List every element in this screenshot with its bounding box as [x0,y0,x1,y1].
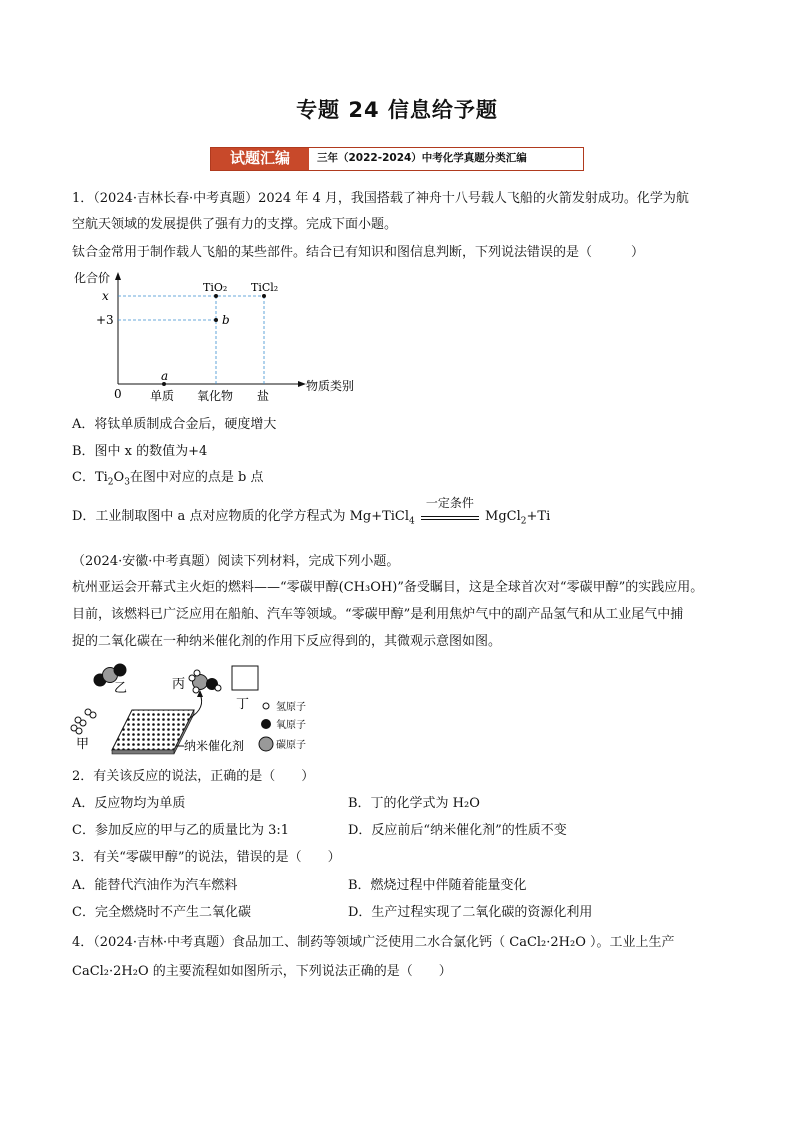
q1-option-d: D．工业制取图中 a 点对应物质的化学方程式为 Mg+TiCl$_4$ 一定条件 MgCl$_2$+Ti [72,506,550,533]
q1-option-a: A．将钛单质制成合金后，硬度增大 [72,417,277,432]
banner-text: 三年（2022-2024）中考化学真题分类汇编 [317,152,527,164]
q2-option-b: B．丁的化学式为 H₂O [348,796,480,811]
x-axis-arrow [298,381,306,387]
point-ticl2-label: TiCl₂ [251,281,279,294]
legend-carbon-swatch [259,737,273,751]
point-b [214,318,218,322]
point-ticl2 [262,294,266,298]
q3-option-d: D．生产过程实现了二氧化碳的资源化利用 [348,905,593,920]
bing-h4 [215,685,221,691]
point-a-label: a [161,369,169,383]
q2-option-c: C．参加反应的甲与乙的质量比为 3:1 [72,823,290,838]
x-tick-oxide: 氧化物 [197,389,234,403]
jia-h2 [80,720,86,726]
passage-source: （2024·安徽·中考真题）阅读下列材料，完成下列小题。 [72,554,400,569]
catalyst-plate [112,710,194,750]
bing-h1 [189,675,195,681]
y-axis-arrow [115,272,121,280]
q4-line2: CaCl₂·2H₂O 的主要流程如如图所示，下列说法正确的是（ ） [72,964,452,979]
legend-carbon: 碳原子 [276,740,306,751]
label-jia: 甲 [76,737,90,752]
point-b-label: b [222,313,230,327]
label-bing: 丙 [172,677,186,692]
banner-tag: 试题汇编 [211,148,309,170]
legend-oxygen-swatch [261,719,271,729]
yi-oxygen-2 [114,664,126,676]
jia-h4 [90,712,96,718]
q1-sub-stem: 钛合金常用于制作载人飞船的某些部件。结合已有知识和图信息判断，下列说法错误的是（ ） [72,245,645,260]
reaction-condition: 一定条件 [425,496,474,510]
q1-option-c: C．$Ti_2O_3$在图中对应的点是 b 点 [72,470,264,488]
page-title: 专题 24 信息给予题 [296,98,498,122]
reaction-diagram [66,662,326,762]
q4-line1: 4．（2024·吉林·中考真题）食品加工、制药等领域广泛使用二水合氯化钙（ CaCl₂·2H₂O ）。工业上生产 [72,935,675,950]
legend-hydrogen: 氢原子 [276,702,306,713]
label-catalyst: 纳米催化剂 [184,739,245,753]
catalyst-front [112,750,174,754]
passage-line1: 杭州亚运会开幕式主火炬的燃料——“零碳甲醇(CH₃OH)”备受瞩目，这是全球首次对“零碳甲醇”的实践应用。 [72,580,704,595]
x-tick-elemental: 单质 [150,389,175,403]
bing-h2 [194,670,200,676]
jia-h6 [76,728,82,734]
passage-line3: 捉的二氧化碳在一种纳米催化剂的作用下反应得到的，其微观示意图如图。 [72,634,502,649]
q3-option-a: A．能替代汽油作为汽车燃料 [72,878,238,893]
q1-stem-line2: 空航天领域的发展提供了强有力的支撑。完成下面小题。 [72,217,398,232]
y-tick-plus3: +3 [96,313,114,327]
q3-stem: 3．有关“零碳甲醇”的说法，错误的是（ ） [72,850,341,865]
q1-stem-line1: 1．（2024·吉林长春·中考真题）2024 年 4 月，我国搭载了神舟十八号载人飞船的火箭发射成功。化学为航 [72,191,689,206]
valence-chart [70,268,370,408]
q2-option-d: D．反应前后“纳米催化剂”的性质不变 [348,823,567,838]
section-banner [210,147,584,171]
point-tio2 [214,294,218,298]
x-tick-salt: 盐 [257,389,270,403]
point-tio2-label: TiO₂ [203,281,228,294]
origin-label: 0 [114,387,122,401]
q1-option-b: B．图中 x 的数值为+4 [72,444,208,459]
ding-box [232,666,258,690]
q3-option-c: C．完全燃烧时不产生二氧化碳 [72,905,251,920]
bing-h3 [193,687,199,693]
x-axis-label: 物质类别 [306,379,355,393]
q2-option-a: A．反应物均为单质 [72,796,186,811]
q3-option-b: B．燃烧过程中伴随着能量变化 [348,878,527,893]
passage-line2: 目前，该燃料已广泛应用在船舶、汽车等领域。“零碳甲醇”是利用焦炉气中的副产品氢气和从工业尾气中捕 [72,607,684,622]
label-yi: 乙 [114,681,128,696]
label-ding: 丁 [236,697,250,712]
legend-hydrogen-swatch [263,703,269,709]
q2-stem: 2．有关该反应的说法，正确的是（ ） [72,769,315,784]
y-tick-x: x [102,289,109,303]
y-axis-label: 化合价 [74,271,111,285]
legend-oxygen: 氧原子 [276,720,306,731]
